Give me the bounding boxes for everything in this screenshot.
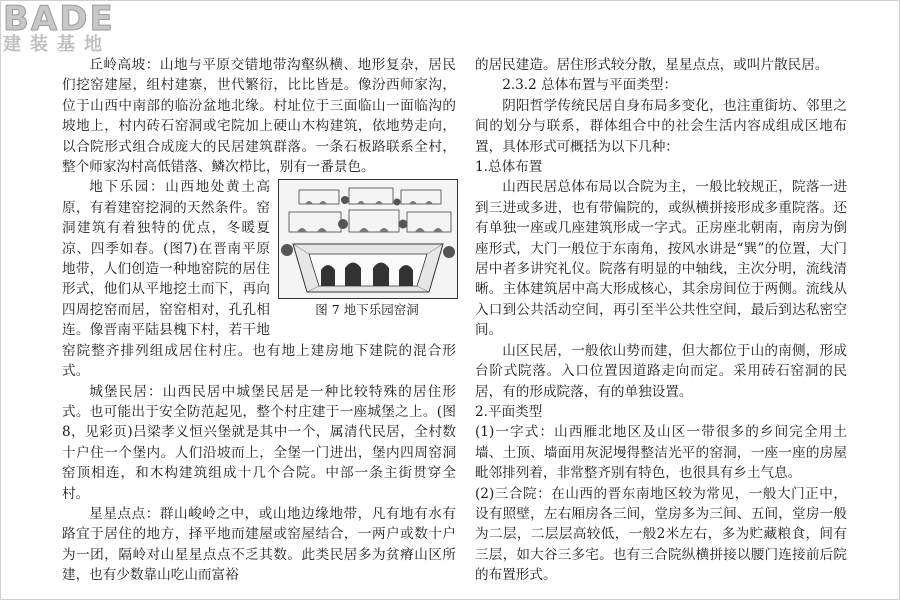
paragraph-scattered-cont: 的居民建造。居住形式较分散，星星点点，或叫片散民居。 <box>475 57 829 73</box>
paragraph-hills: 丘岭高坡：山地与平原交错地带沟壑纵横、地形复杂，居民们挖窑建屋，组村建寨，世代繁衍，比比皆是。像汾西师家沟，位于山西中南部的临汾盆地北缘。村址位于三面临山一面临沟的坡地上，村内砖石窑洞或宅院加上硬山木构建筑，依地势走向，以合院形式组合成庞大的民居建筑群落。一条石板路联系全村，整个师家沟村高低错落、鳞次栉比，别有一番景色。 <box>62 57 456 176</box>
section-heading-2-3-2: 2.3.2 总体布置与平面类型： <box>502 77 678 94</box>
paragraph-single-row: (1)一字式：山西雁北地区及山区一带很多的乡间完全用土墙、土顶、墙面用灰泥墁得整洁光平的窑洞，一座一座的房屋毗邻排列着，非常整齐别有特色，也很具有乡土气息。 <box>475 424 847 482</box>
subheading-plan-types: 2.平面类型 <box>475 403 543 420</box>
paragraph-castle: 城堡民居：山西民居中城堡民居是一种比较特殊的居住形式。也可能出于安全防范起见，整个村庄建于一座城堡之上。(图8，见彩页)吕梁孝义恒兴堡就是其中一个，属清代民居，全村数十户住一个堡内。人们沿坡而上，全堡一门进出，堡内四周窑洞窑顶相连，和木构建筑组成十几个合院。中部一条主街贯穿全村。 <box>62 383 456 502</box>
cave-dwelling-illustration <box>278 179 458 299</box>
paragraph-courtyard-layout: 山西民居总体布局以合院为主，一般比较规正，院落一进到三进或多进，也有带偏院的，或纵横拼接形成多重院落。还有单独一座或几座建筑形成一字式。正房座北朝南，南房为倒座形式，大门一般位于东南角，按风水讲是“巽”的位置，大门居中者多讲究礼仪。院落有明显的中轴线，主次分明，流线清晰。主体建筑居中高大形成核心，其余房间位于两侧。流线从入口到公共活动空间，再引至半公共性空间，最后到达私密空间。 <box>475 179 847 339</box>
watermark-logo: BADE <box>3 0 115 39</box>
figure-caption: 图 7 地下乐园窑洞 <box>315 302 419 318</box>
watermark-subtitle: 建装基地 <box>3 34 111 55</box>
paragraph-layout-intro: 阴阳哲学传统民居自身布局多变化，也注重街坊、邻里之间的划分与联系，群体组合中的社会生活内容成组成区地布置，具体形式可概括为以下几种： <box>475 97 847 155</box>
right-column <box>475 55 847 586</box>
paragraph-mountain-dwellings: 山区民居，一般依山势而建，但大都位于山的南侧，形成台阶式院落。入口位置因道路走向而定。采用砖石窑洞的民居，有的形成院落，有的单独设置。 <box>475 342 847 400</box>
figure-7 <box>278 179 456 319</box>
paragraph-underground: 地下乐园：山西地处黄土高原，有着建窑挖洞的天然条件。窑洞建筑有着独特的优点，冬暖夏凉、四季如春。(图7)在晋南平原地带，人们创造一种地窑院的居住形式，他们从平地挖土而下，再向四周挖窑而居，窑窑相对，孔孔相连。像晋南平陆县槐下村，若干地窑院整齐排列组成居住村庄。也有地上建房地下建院的混合形式。 <box>62 179 456 380</box>
paragraph-scattered: 星星点点：群山峻岭之中，或山地边缘地带，凡有地有水有路宜于居住的地方，择平地而建屋或窑屋结合，一两户或数十户为一团，隔岭对山星星点点不乏其数。此类民居多为贫瘠山区所建，也有少数靠山吃山而富裕 <box>62 505 456 584</box>
paragraph-three-sided-courtyard: (2)三合院：在山西的晋东南地区较为常见，一般大门正中，设有照壁，左右厢房各三间，堂房多为三间、五间，堂房一般为二层，二层层高较低，一般2米左右，多为贮藏粮食，间有三层，如大谷三多宅。也有三合院纵横拼接以腰门连接前后院的布置形式。 <box>475 485 847 584</box>
watermark <box>3 1 153 55</box>
subheading-overall-layout: 1.总体布置 <box>475 159 543 176</box>
left-column <box>62 55 456 586</box>
